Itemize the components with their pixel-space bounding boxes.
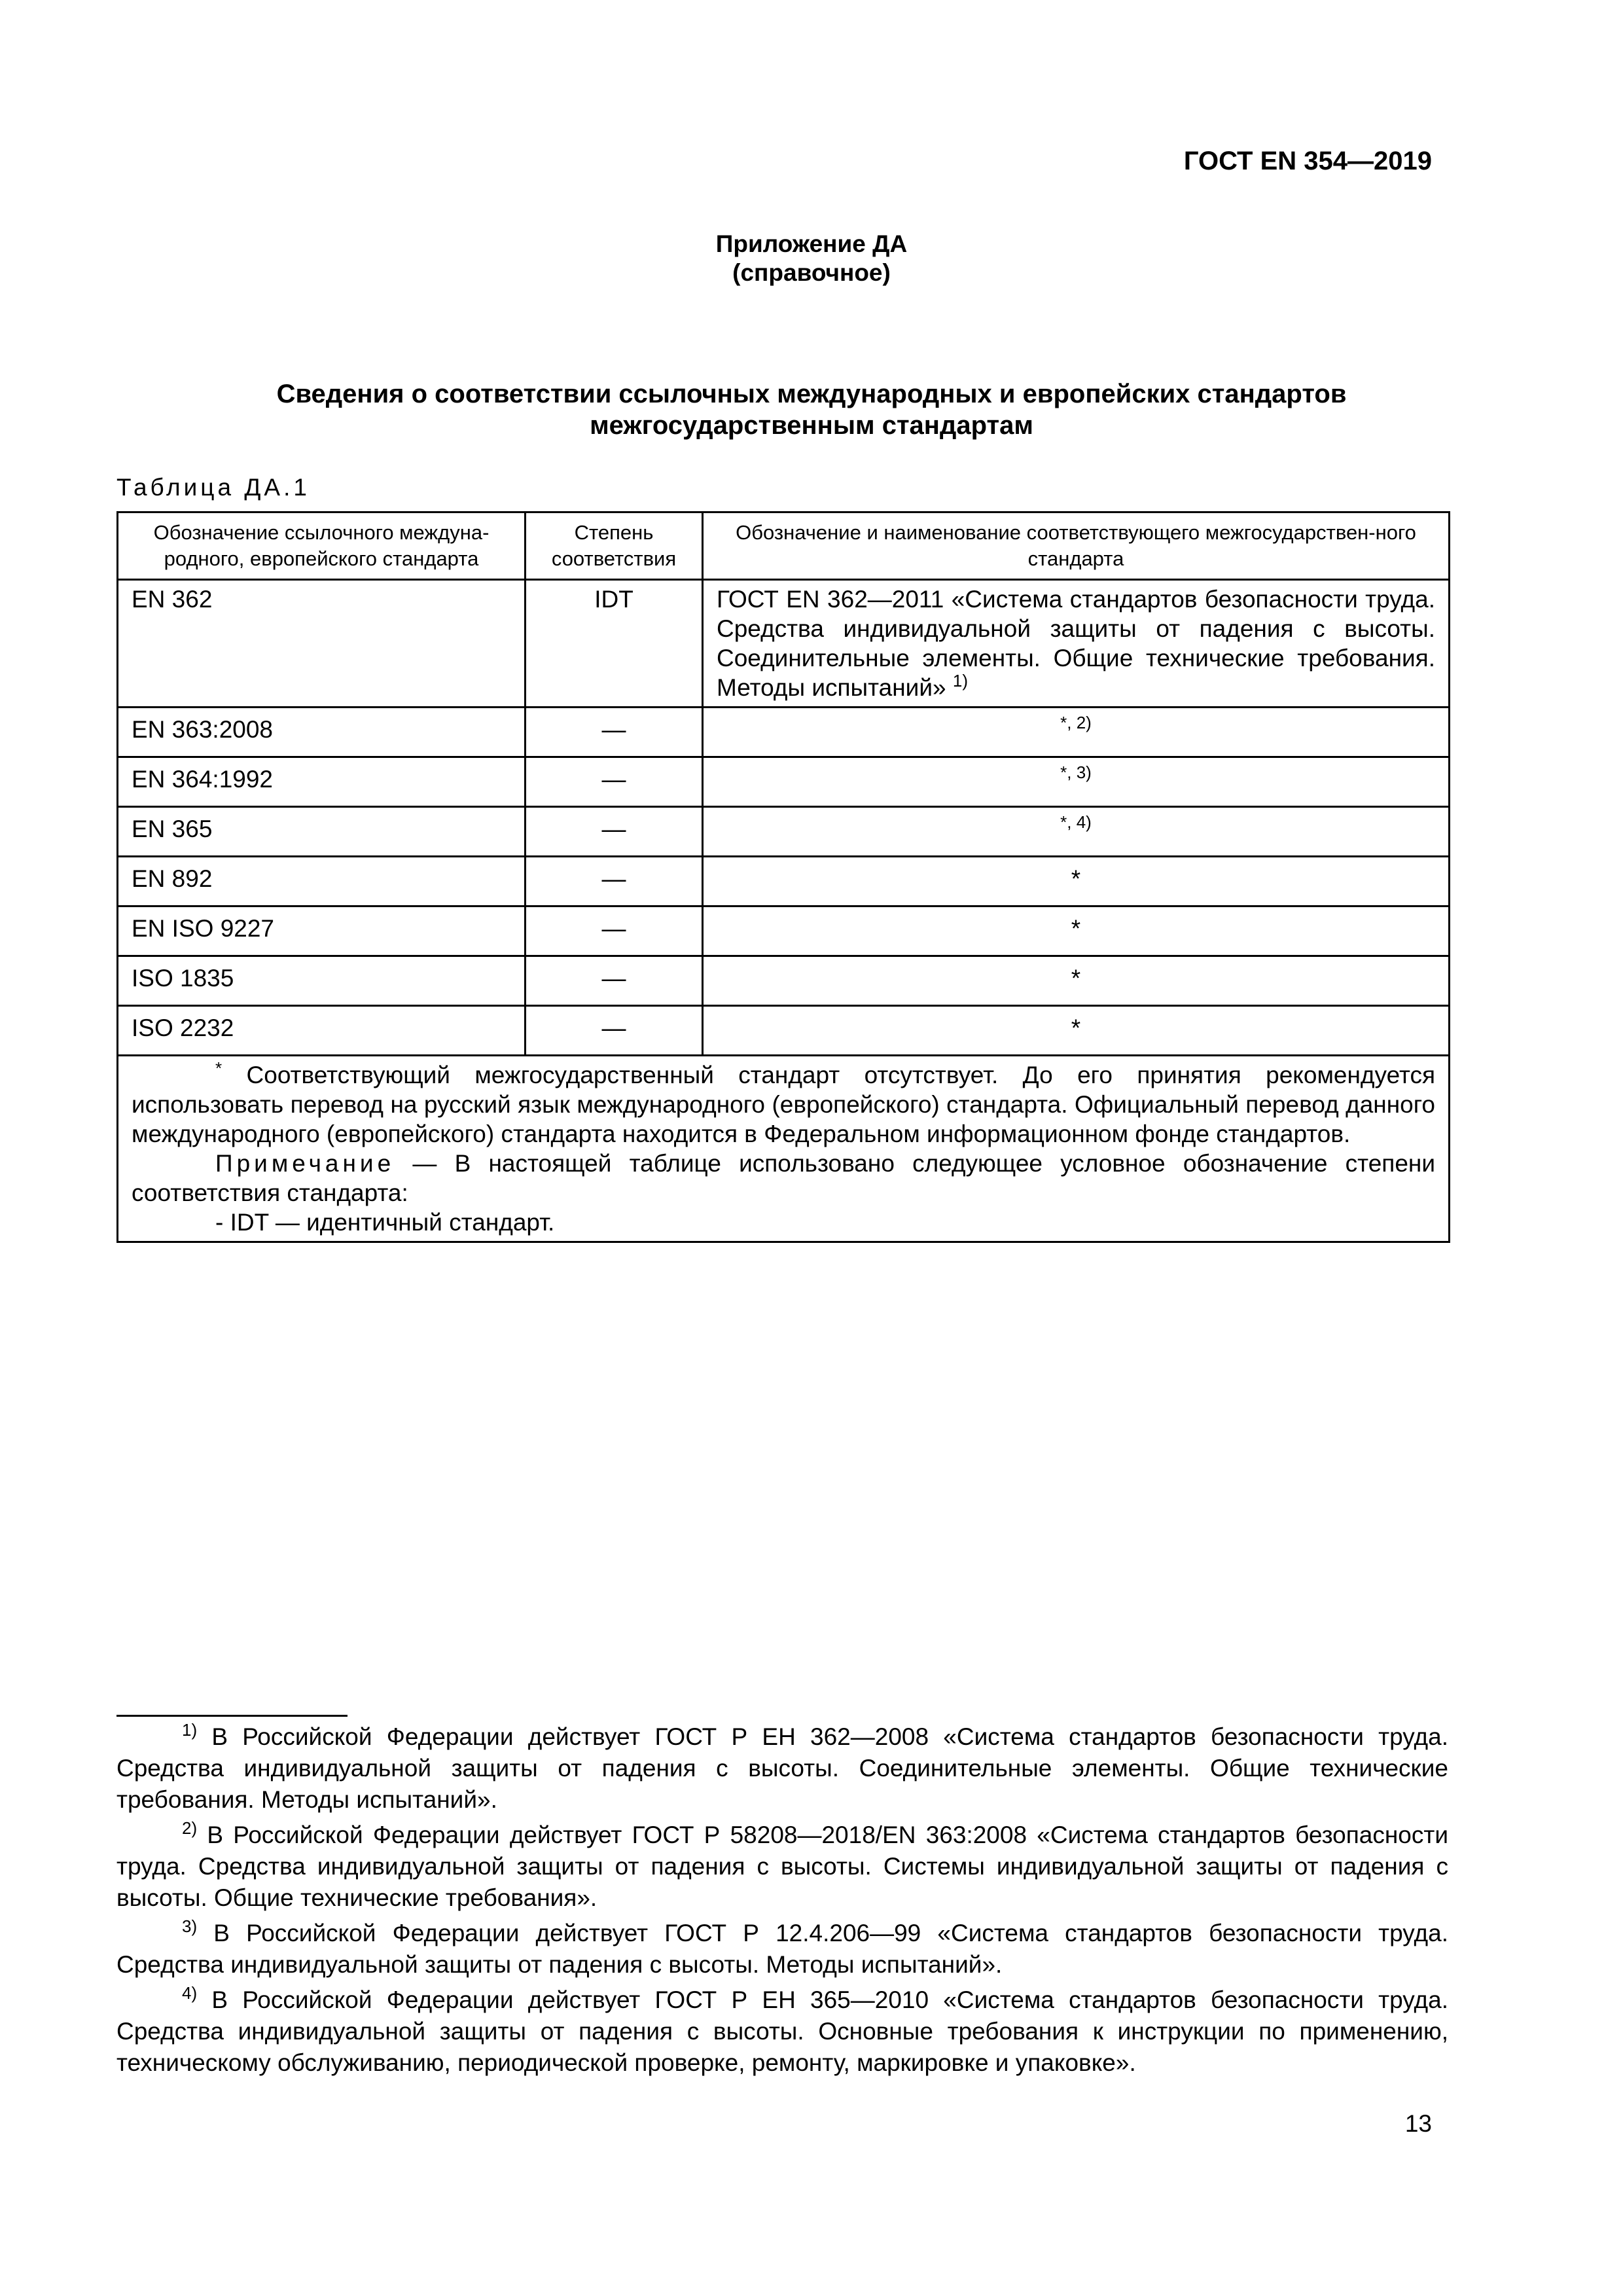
cell-reference: ISO 1835 (118, 956, 526, 1006)
footnote (116, 1918, 1448, 1981)
cell-degree: — (526, 956, 703, 1006)
footnote-number: 3) (182, 1916, 198, 1936)
cell-reference: EN 362 (118, 580, 526, 708)
table-row (118, 580, 1450, 708)
document-code: ГОСТ EN 354—2019 (1183, 147, 1432, 175)
footnote-text: В Российской Федерации действует ГОСТ Р ЕН 362—2008 «Система стандартов безопасности труда. Средства индивидуальной защиты от падения с высоты. Соединительные элементы. Общие технические требования. Методы испытаний». (116, 1723, 1448, 1813)
cell-reference: EN 363:2008 (118, 708, 526, 757)
cell-reference: ISO 2232 (118, 1006, 526, 1056)
cell-reference: EN 365 (118, 807, 526, 857)
footnote-mark: *, 2) (1060, 713, 1092, 732)
cell-degree: — (526, 757, 703, 807)
section-title-line-1: Сведения о соответствии ссылочных международных и европейских стандартов (276, 380, 1347, 408)
footnote-mark: 1) (952, 671, 969, 691)
table-row (118, 807, 1450, 857)
cell-degree: — (526, 708, 703, 757)
table-row (118, 757, 1450, 807)
page-number: 13 (1404, 2110, 1432, 2137)
footnote-text: В Российской Федерации действует ГОСТ Р 12.4.206—99 «Система стандартов безопасности труда. Средства индивидуальной защиты от падения с высоты. Методы испытаний». (116, 1920, 1448, 1978)
footnote-number: 2) (182, 1818, 198, 1838)
cell-standard (703, 708, 1450, 757)
table-row (118, 956, 1450, 1006)
asterisk-note (132, 1060, 1435, 1149)
footnote-number: 1) (182, 1720, 198, 1740)
cell-degree: — (526, 906, 703, 956)
table-notes (118, 1056, 1450, 1242)
footnotes (116, 1721, 1448, 2083)
cell-reference: EN 892 (118, 857, 526, 906)
cell-reference: EN 364:1992 (118, 757, 526, 807)
cell-degree: — (526, 807, 703, 857)
footnote-mark: *, 3) (1060, 762, 1092, 782)
asterisk-note-text: Соответствующий межгосударственный стандарт отсутствует. До его принятия рекомендуется использовать перевод на русский язык международного (европейского) стандарта. Официальный перевод данного международного (европейского) стандарта находится в Федеральном информационном фонде стандартов. (132, 1062, 1436, 1147)
note-label: Примечание (215, 1150, 395, 1177)
footnote-mark: *, 4) (1060, 812, 1092, 832)
cell-degree: — (526, 1006, 703, 1056)
cell-standard: * (703, 857, 1450, 906)
cell-reference: EN ISO 9227 (118, 906, 526, 956)
header-reference-standard: Обозначение ссылочного междуна-родного, европейского стандарта (118, 512, 526, 580)
cell-standard: * (703, 906, 1450, 956)
footnote-text: В Российской Федерации действует ГОСТ Р 58208—2018/EN 363:2008 «Система стандартов безопасности труда. Средства индивидуальной защиты от падения с высоты. Системы индивидуальной защиты от падения с высоты. Общие технические требования». (116, 1821, 1449, 1911)
section-title (196, 378, 1427, 441)
footnote-separator (116, 1715, 348, 1717)
cell-degree: — (526, 857, 703, 906)
footnote (116, 1820, 1448, 1914)
table-row (118, 857, 1450, 906)
footnote-text: В Российской Федерации действует ГОСТ Р ЕН 365—2010 «Система стандартов безопасности труда. Средства индивидуальной защиты от падения с высоты. Основные требования к инструкции по применению, техническому обслуживанию, периодической проверке, ремонту, маркировке и упаковке». (116, 1986, 1448, 2076)
footnote-number: 4) (182, 1983, 198, 2003)
asterisk-mark: * (215, 1058, 223, 1078)
note-list-item: - IDT — идентичный стандарт. (215, 1209, 555, 1236)
table-row (118, 708, 1450, 757)
cell-standard (703, 807, 1450, 857)
table-row (118, 906, 1450, 956)
header-interstate-standard: Обозначение и наименование соответствующего межгосударствен-ного стандарта (703, 512, 1450, 580)
appendix-subtitle: (справочное) (732, 259, 891, 286)
footnote (116, 1721, 1448, 1816)
cell-standard (703, 757, 1450, 807)
table-row (118, 1006, 1450, 1056)
cell-standard: * (703, 956, 1450, 1006)
standard-text: ГОСТ EN 362—2011 «Система стандартов безопасности труда. Средства индивидуальной защиты от падения с высоты. Соединительные элементы. Общие технические требования. Методы испытаний» (717, 586, 1435, 701)
table-header-row (118, 512, 1450, 580)
appendix-title: Приложение ДА (715, 230, 908, 257)
note-text: — В настоящей таблице использовано следующее условное обозначение степени соответствия стандарта: (132, 1150, 1435, 1206)
table-note (132, 1149, 1435, 1208)
table-label: Таблица ДА.1 (116, 474, 310, 501)
cell-standard: * (703, 1006, 1450, 1056)
footnote (116, 1984, 1448, 2079)
cell-degree: IDT (526, 580, 703, 708)
section-title-line-2: межгосударственным стандартам (590, 411, 1033, 440)
header-degree: Степень соответствия (526, 512, 703, 580)
correspondence-table (116, 511, 1450, 1243)
table-notes-row (118, 1056, 1450, 1242)
cell-standard (703, 580, 1450, 708)
